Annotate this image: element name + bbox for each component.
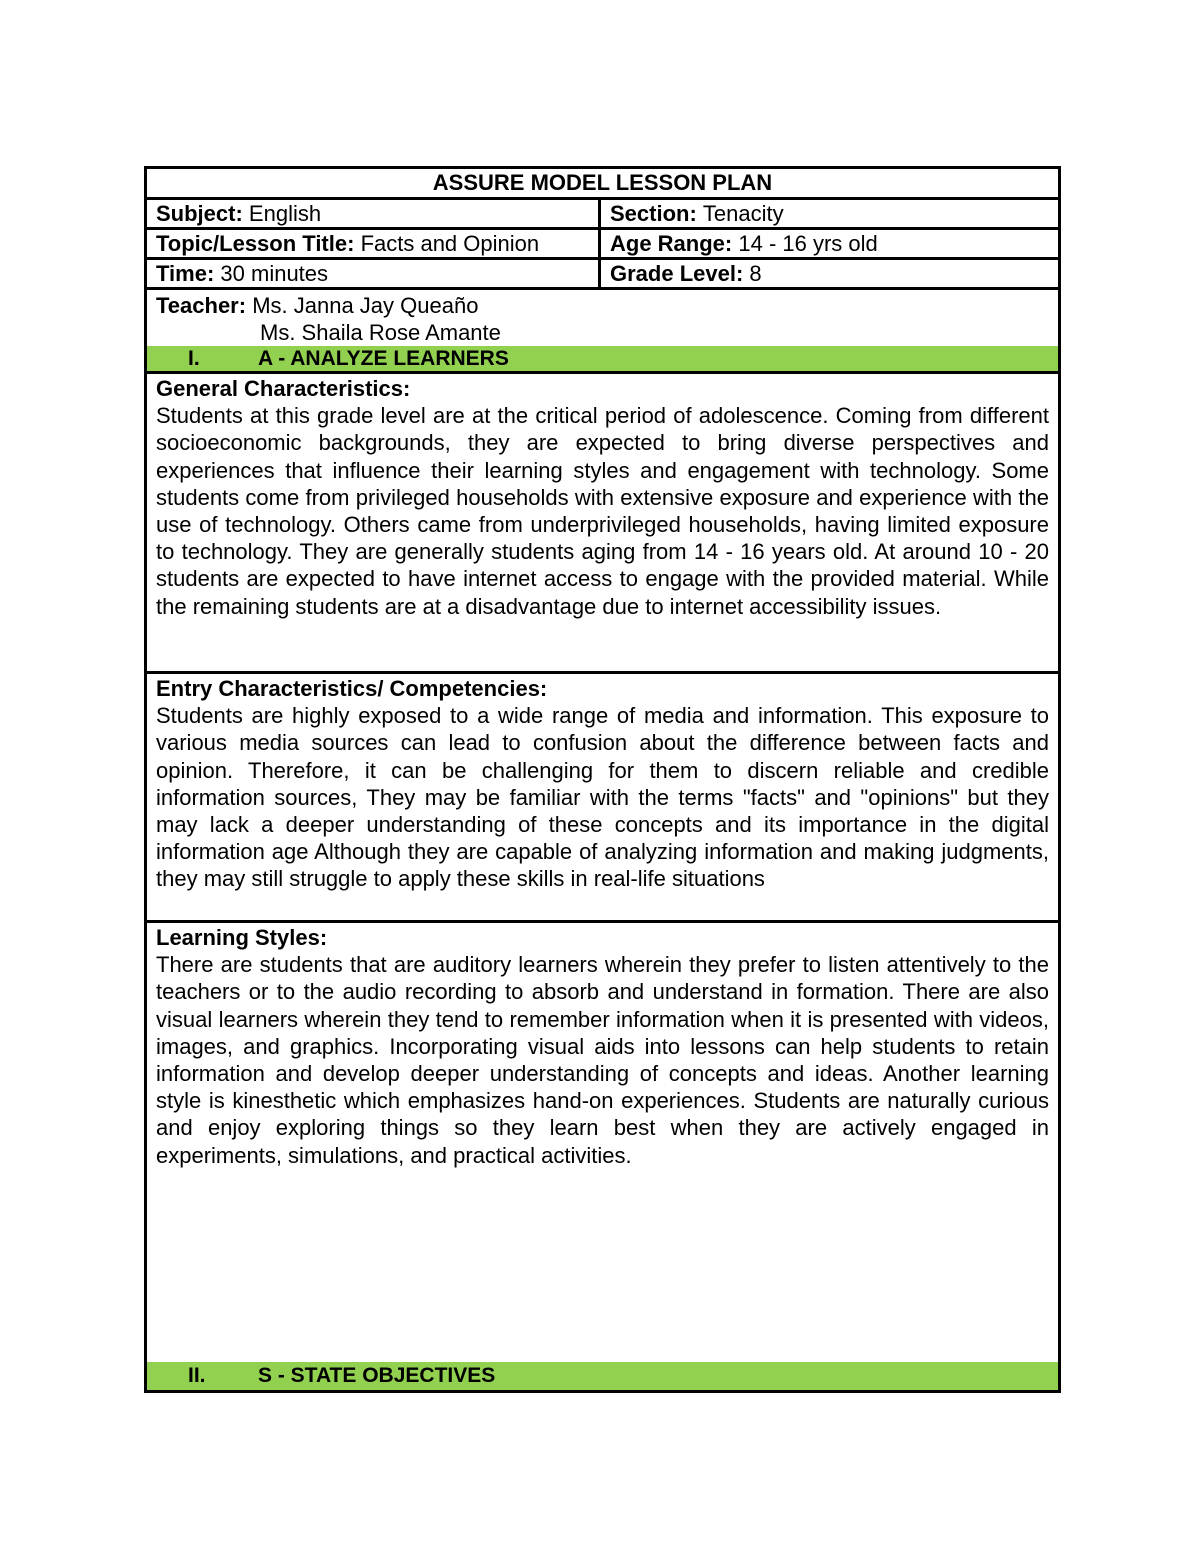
section-title: S - STATE OBJECTIVES bbox=[258, 1364, 496, 1387]
section-title: A - ANALYZE LEARNERS bbox=[258, 346, 509, 370]
grade-level-label: Grade Level: bbox=[610, 260, 744, 286]
teacher-name: Ms. Shaila Rose Amante bbox=[260, 320, 501, 345]
age-range-label: Age Range: bbox=[610, 230, 733, 256]
entry-characteristics-block bbox=[147, 674, 1058, 923]
topic-label: Topic/Lesson Title: bbox=[156, 230, 355, 256]
teacher-row bbox=[147, 290, 1058, 346]
section-number: I. bbox=[188, 346, 200, 370]
section-header-objectives bbox=[147, 1362, 1058, 1390]
topic-value: Facts and Opinion bbox=[360, 230, 540, 256]
info-row-topic bbox=[147, 230, 1058, 260]
general-characteristics-text: Students at this grade level are at the critical period of adolescence. Coming from different socioeconomic backgrounds, they are expected to bring diverse perspectives and experiences that influence their learning styles and engagement with technology. Some students come from privileged households with extensive exposure and experience with the use of technology. Others came from underprivileged households, having limited exposure to technology. They are generally students aging from 14 - 16 years old. At around 10 - 20 students are expected to have internet access to engage with the provided material. While the remaining students are at a disadvantage due to internet accessibility issues. bbox=[156, 403, 1049, 619]
general-characteristics-block bbox=[147, 374, 1058, 674]
info-row-subject bbox=[147, 200, 1058, 230]
entry-characteristics-text: Students are highly exposed to a wide range of media and information. This exposure to various media sources can lead to confusion about the difference between facts and opinion. Therefore, it can be challenging for them to discern reliable and credible information sources, They may be familiar with the terms "facts" and "opinions" but they may lack a deeper understanding of these concepts and its importance in the digital information age Although they are capable of analyzing information and making judgments, they may still struggle to apply these skills in real-life situations bbox=[156, 703, 1049, 892]
teacher-line-1 bbox=[156, 292, 1049, 319]
subject-value: English bbox=[248, 200, 322, 226]
section-number: II. bbox=[188, 1364, 206, 1387]
general-characteristics-heading: General Characteristics: bbox=[156, 376, 411, 401]
teacher-name: Ms. Janna Jay Queaño bbox=[252, 293, 479, 318]
entry-characteristics-heading: Entry Characteristics/ Competencies: bbox=[156, 676, 548, 701]
time-label: Time: bbox=[156, 260, 215, 286]
time-value: 30 minutes bbox=[220, 260, 329, 286]
learning-styles-heading: Learning Styles: bbox=[156, 925, 328, 950]
grade-level-cell bbox=[601, 260, 1058, 287]
info-row-time bbox=[147, 260, 1058, 290]
subject-cell bbox=[147, 200, 601, 227]
section-cell bbox=[601, 200, 1058, 227]
teacher-label: Teacher: bbox=[156, 293, 247, 318]
grade-level-value: 8 bbox=[749, 260, 762, 286]
section-header-analyze bbox=[147, 346, 1058, 374]
time-cell bbox=[147, 260, 601, 287]
age-range-value: 14 - 16 yrs old bbox=[738, 230, 878, 256]
learning-styles-block bbox=[147, 923, 1058, 1362]
subject-label: Subject: bbox=[156, 200, 243, 226]
section-label: Section: bbox=[610, 200, 697, 226]
teacher-line-2 bbox=[156, 319, 1049, 346]
document-title: ASSURE MODEL LESSON PLAN bbox=[147, 169, 1058, 200]
section-value: Tenacity bbox=[702, 200, 784, 226]
learning-styles-text: There are students that are auditory learners wherein they prefer to listen attentively to the teachers or to the audio recording to absorb and understand in formation. There are also visual learners wherein they tend to remember information when it is presented with videos, images, and graphics. Incorporating visual aids into lessons can help students to retain information and develop deeper understanding of concepts and ideas. Another learning style is kinesthetic which emphasizes hand-on experiences. Students are naturally curious and enjoy exploring things so they learn best when they are actively engaged in experiments, simulations, and practical activities. bbox=[156, 952, 1049, 1168]
lesson-plan-table bbox=[144, 166, 1061, 1393]
age-range-cell bbox=[601, 230, 1058, 257]
topic-cell bbox=[147, 230, 601, 257]
